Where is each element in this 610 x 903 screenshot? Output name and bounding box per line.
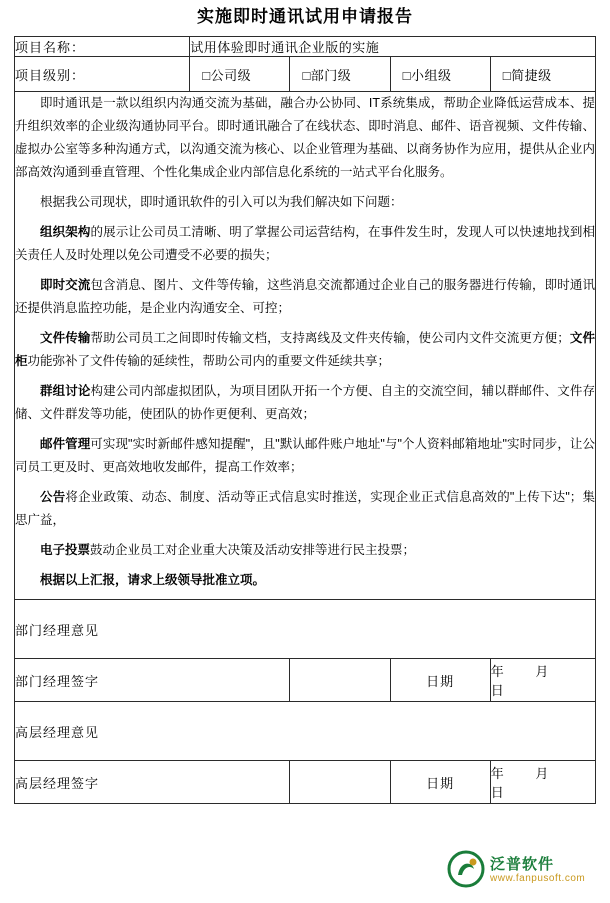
keyword-file-transfer: 文件传输 <box>40 331 91 345</box>
page-title: 实施即时通讯试用申请报告 <box>197 7 413 26</box>
body-paragraph-4 <box>15 274 595 320</box>
senior-date-blanks[interactable]: 年 月 日 <box>490 761 595 804</box>
senior-sign-row <box>15 761 596 804</box>
body-paragraph-6-text: 构建公司内部虚拟团队，为项目团队开拓一个方便、自主的交流空间，辅以群邮件、文件存储、文件群发等功能，使团队的协作更便利、更高效； <box>15 384 595 421</box>
watermark-site: www.fanpusoft.com <box>490 873 586 884</box>
keyword-instant-chat: 即时交流 <box>40 278 91 292</box>
dept-opinion-label: 部门经理意见 <box>15 600 596 659</box>
watermark <box>446 849 596 897</box>
keyword-file-cabinet: 文件柜 <box>15 331 595 368</box>
body-paragraph-5 <box>15 327 595 373</box>
project-name-row <box>15 37 596 57</box>
dept-opinion-row <box>15 600 596 659</box>
dept-date-blanks[interactable]: 年 月 日 <box>490 659 595 702</box>
body-paragraph-10-text: 根据以上汇报，请求上级领导批准立项。 <box>40 573 266 587</box>
keyword-org-structure: 组织架构 <box>40 225 91 239</box>
level-option-simple-label: □简捷级 <box>502 67 552 83</box>
body-paragraph-6 <box>15 380 595 426</box>
senior-date-label: 日期 <box>390 761 490 804</box>
senior-sign-label: 高层经理签字 <box>15 761 290 804</box>
keyword-group-discussion: 群组讨论 <box>40 384 91 398</box>
level-option-company-label: □公司级 <box>202 67 252 83</box>
senior-opinion-row <box>15 702 596 761</box>
level-option-department-label: □部门级 <box>302 67 352 83</box>
body-paragraph-8 <box>15 486 595 532</box>
dept-sign-row <box>15 659 596 702</box>
keyword-mail-management: 邮件管理 <box>40 437 91 451</box>
body-paragraph-7 <box>15 433 595 479</box>
company-logo-icon <box>446 849 486 889</box>
dept-sign-label: 部门经理签字 <box>15 659 290 702</box>
level-option-company[interactable] <box>190 57 290 92</box>
body-paragraph-9-text: 鼓动企业员工对企业重大决策及活动安排等进行民主投票； <box>90 543 416 557</box>
body-paragraph-8-text: 将企业政策、动态、制度、活动等正式信息实时推送，实现企业正式信息高效的"上传下达"；集思广益， <box>15 490 595 527</box>
body-paragraph-1: 即时通讯是一款以组织内沟通交流为基础，融合办公协同、IT系统集成，帮助企业降低运营成本、提升组织效率的企业级沟通协同平台。即时通讯融合了在线状态、即时消息、邮件、语音视频、文件传输、虚拟办公室等多种沟通方式，以沟通交流为核心、以企业管理为基础、以商务协作为应用，提供从企业内部高效沟通到垂直管理、个性化集成企业内部信息化系统的一站式平台化服务。 <box>15 96 595 179</box>
level-option-group-label: □小组级 <box>402 67 452 83</box>
body-paragraph-9 <box>15 539 595 562</box>
project-name-value: 试用体验即时通讯企业版的实施 <box>190 37 596 57</box>
watermark-brand: 泛普软件 <box>490 856 555 873</box>
project-level-label: 项目级别： <box>15 57 190 92</box>
project-name-label: 项目名称： <box>15 37 190 57</box>
body-paragraph-3-text: 的展示让公司员工清晰、明了掌握公司运营结构，在事件发生时，发现人可以快速地找到相关责任人及时处理以免公司遭受不必要的损失； <box>15 225 595 262</box>
body-row <box>15 92 596 600</box>
senior-sign-field[interactable] <box>290 761 390 804</box>
keyword-announcement: 公告 <box>40 490 66 504</box>
senior-opinion-label: 高层经理意见 <box>15 702 596 761</box>
report-body <box>15 92 596 600</box>
body-paragraph-5-text-a: 帮助公司员工之间即时传输文档，支持离线及文件夹传输，使公司内文件交流更方便； <box>90 331 570 345</box>
dept-sign-field[interactable] <box>290 659 390 702</box>
application-form-table <box>14 36 596 804</box>
keyword-evote: 电子投票 <box>40 543 91 557</box>
level-option-simple[interactable] <box>490 57 595 92</box>
body-paragraph-4-text: 包含消息、图片、文件等传输，这些消息交流都通过企业自己的服务器进行传输，即时通讯还提供消息监控功能，是企业内沟通安全、可控； <box>15 278 595 315</box>
dept-date-label: 日期 <box>390 659 490 702</box>
project-level-row <box>15 57 596 92</box>
level-option-department[interactable] <box>290 57 390 92</box>
body-paragraph-5-text-b: 功能弥补了文件传输的延续性，帮助公司内的重要文件延续共享； <box>27 354 391 368</box>
body-paragraph-2: 根据我公司现状，即时通讯软件的引入可以为我们解决如下问题： <box>40 195 403 209</box>
level-option-group[interactable] <box>390 57 490 92</box>
body-paragraph-3 <box>15 221 595 267</box>
body-paragraph-10 <box>15 569 595 592</box>
body-paragraph-7-text: 可实现"实时新邮件感知提醒"，且"默认邮件账户地址"与"个人资料邮箱地址"实时同步，让公司员工更及时、更高效地收发邮件，提高工作效率； <box>15 437 595 474</box>
